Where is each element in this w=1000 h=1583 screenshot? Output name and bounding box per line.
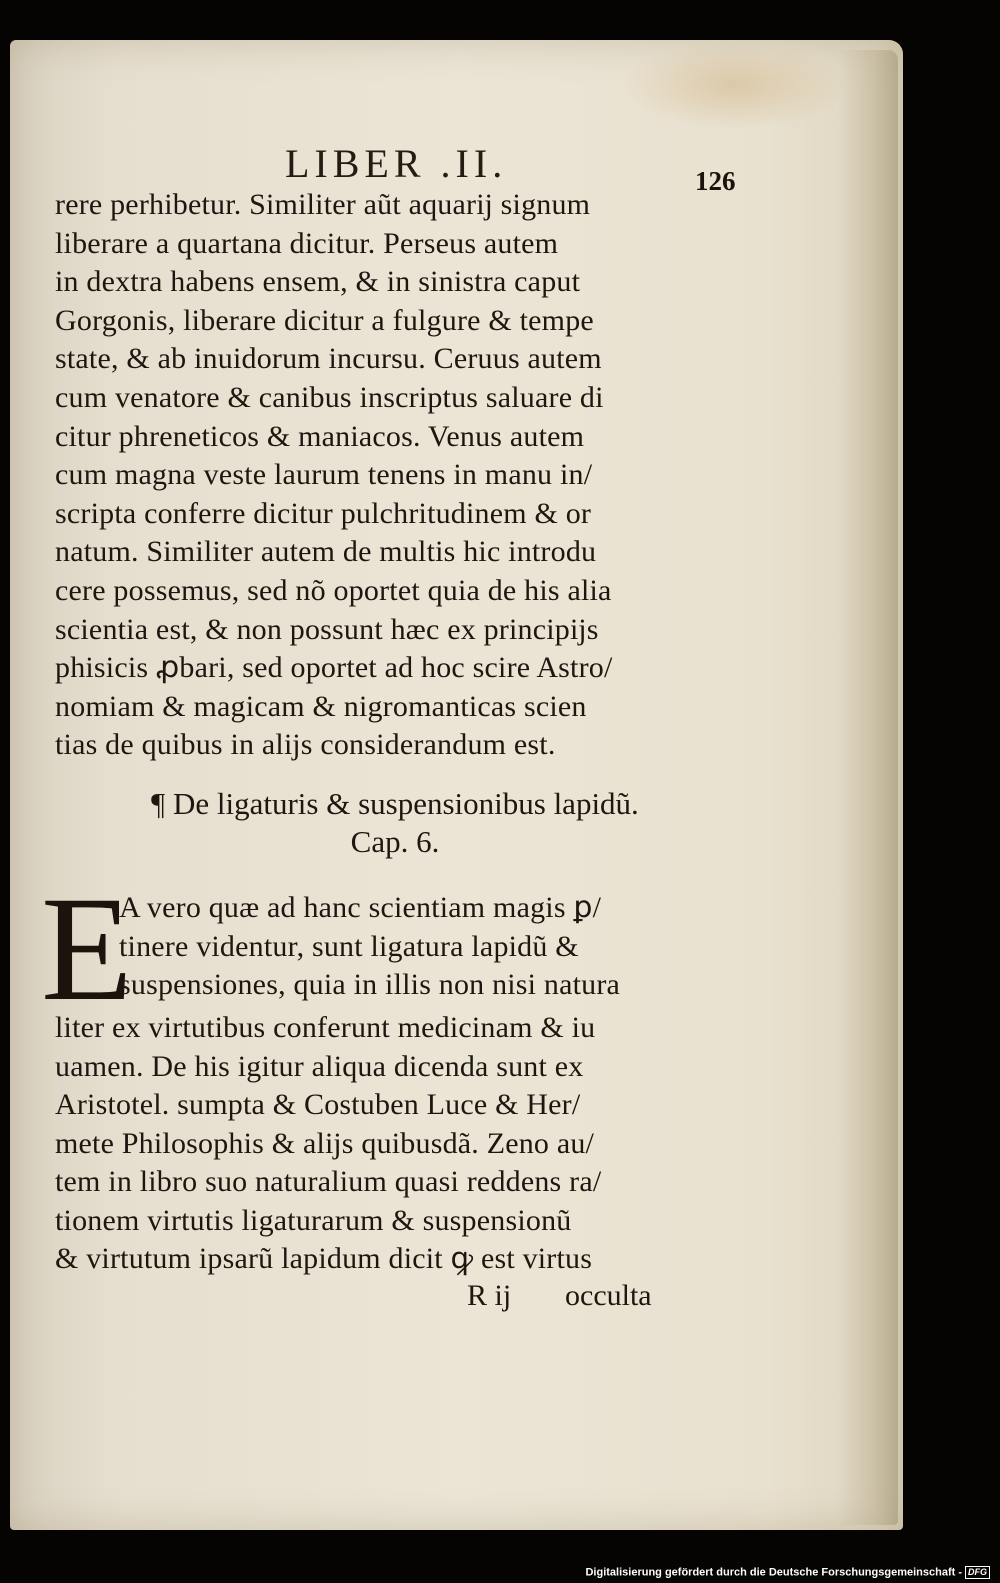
credit-text: Digitalisierung gefördert durch die Deutsche Forschungsgemeinschaft - bbox=[585, 1566, 962, 1579]
text-line: Gorgonis, liberare dicitur a fulgure & tempe bbox=[55, 303, 594, 337]
text-line: scripta conferre dicitur pulchritudinem & or bbox=[55, 496, 592, 530]
text-line: tias de quibus in alĳs considerandum est. bbox=[55, 728, 556, 762]
dfg-logo-icon: DFG bbox=[965, 1566, 990, 1579]
paragraph-2 bbox=[41, 865, 735, 1279]
text-line: scientia est, & non possunt hæc ex principĳs bbox=[55, 612, 599, 646]
page-header bbox=[55, 140, 736, 196]
text-line: in dextra habens ensem, & in sinistra caput bbox=[55, 265, 581, 299]
chapter-number: Cap. 6. bbox=[350, 823, 440, 859]
drop-capital: E bbox=[41, 865, 133, 1032]
text-line: A vero quæ ad hanc scientiam magis ꝑ/ bbox=[119, 890, 602, 924]
text-line: uamen. De his igitur aliqua dicenda sunt ex bbox=[55, 1049, 584, 1083]
signature-mark: R ij bbox=[467, 1279, 512, 1313]
text-line: tem in libro suo naturalium quasi reddens ra/ bbox=[55, 1165, 602, 1199]
catchline bbox=[55, 1279, 735, 1319]
text-line: phisicis ꝓbari, sed oportet ad hoc scire Astro/ bbox=[55, 651, 613, 685]
text-line: liter ex virtutibus conferunt medicinam & iu bbox=[55, 1010, 596, 1044]
text-line: rere perhibetur. Similiter aũt aquarĳ signum bbox=[55, 188, 591, 221]
folio-number: 126 bbox=[695, 166, 736, 196]
text-line: state, & ab inuidorum incursu. Ceruus autem bbox=[55, 342, 602, 376]
text-line: liberare a quartana dicitur. Perseus autem bbox=[55, 226, 559, 260]
text-line: tionem virtutis ligaturarum & suspensionũ bbox=[55, 1203, 572, 1237]
page-text bbox=[41, 140, 736, 1319]
text-line: natum. Similiter autem de multis hic introdu bbox=[55, 535, 597, 569]
catchword: occulta bbox=[565, 1279, 652, 1313]
text-line: cere possemus, sed nõ oportet quia de his alia bbox=[55, 573, 612, 607]
page-edge-shadow bbox=[838, 50, 898, 1525]
text-line: tinere videntur, sunt ligatura lapidũ & bbox=[119, 929, 579, 963]
text-line: suspensiones, quia in illis non nisi natura bbox=[119, 968, 621, 1002]
running-head: LIBER .II. bbox=[285, 141, 508, 186]
text-line: cum venatore & canibus inscriptus saluare di bbox=[55, 380, 604, 414]
digitization-credit bbox=[585, 1566, 990, 1579]
text-line: mete Philosophis & alĳs quibusdã. Zeno au/ bbox=[55, 1126, 595, 1160]
paper-stain bbox=[620, 40, 850, 130]
paragraph-1 bbox=[55, 186, 735, 765]
chapter-heading: ¶ De ligaturis & suspensionibus lapidũ. bbox=[151, 785, 639, 821]
text-line: & virtutum ipsarũ lapidum dicit ꝙ est virtus bbox=[55, 1242, 593, 1276]
text-line: Aristotel. sumpta & Costuben Luce & Her/ bbox=[55, 1088, 581, 1122]
text-line: cum magna veste laurum tenens in manu in/ bbox=[55, 458, 593, 492]
text-line: citur phreneticos & maniacos. Venus autem bbox=[55, 419, 585, 453]
text-line: nomiam & magicam & nigromanticas scien bbox=[55, 689, 587, 723]
